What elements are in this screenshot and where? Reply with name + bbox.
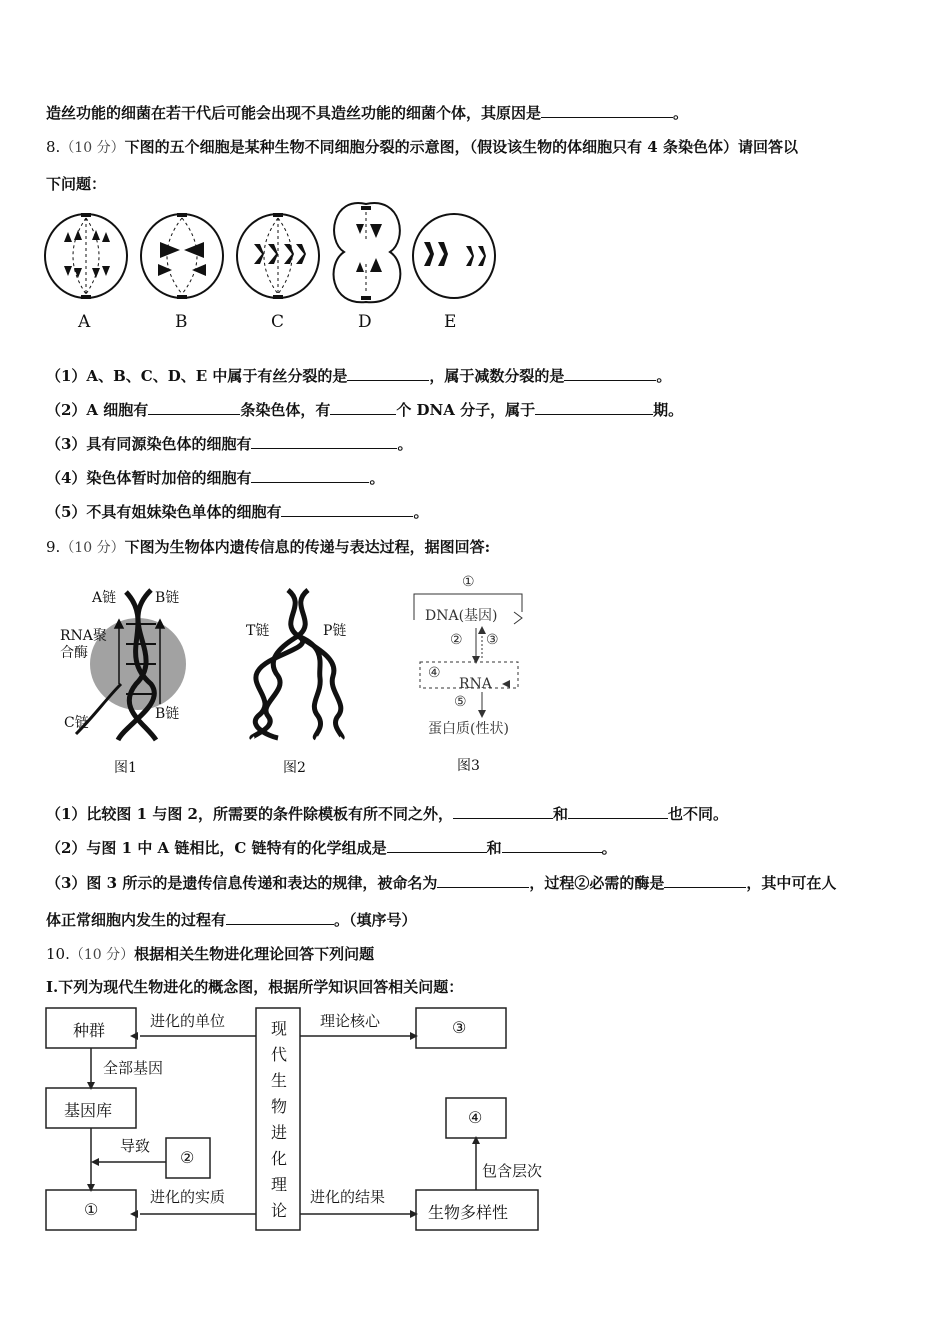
fig3-step4: ④ — [428, 665, 441, 681]
q8-sub4: （4）染色体暂时加倍的细胞有 。 — [46, 469, 385, 487]
cell-label-d: D — [358, 312, 372, 332]
cm-population: 种群 — [73, 1021, 106, 1040]
q8-stem-line2: 下问题： — [46, 175, 107, 193]
q8-stem-line1: 8.（10 分）下图的五个细胞是某种生物不同细胞分裂的示意图，（假设该生物的体细胞只有 4 条染色体）请回答以 — [46, 138, 798, 156]
q7-tail-text: 造丝功能的细菌在若干代后可能会出现不具造丝功能的细菌个体，其原因是 — [46, 104, 542, 122]
fig3-step3: ③ — [486, 632, 499, 648]
q9-sub2: （2）与图 1 中 A 链相比，C 链特有的化学组成是 和 。 — [46, 839, 617, 857]
q10-score: （10 分） — [69, 947, 135, 963]
q8-number: 8. — [46, 138, 61, 156]
q10-stem: 10.（10 分）根据相关生物进化理论回答下列问题 — [46, 945, 375, 963]
q8-sub3: （3）具有同源染色体的细胞有 。 — [46, 435, 413, 453]
cm-box4: ④ — [468, 1108, 483, 1127]
q9-sub3-line2: 体正常细胞内发生的过程有 。（填序号） — [46, 911, 417, 929]
q10-part1: I.下列为现代生物进化的概念图，根据所学知识回答相关问题： — [46, 978, 464, 996]
q10-number: 10. — [46, 945, 70, 963]
fig1-b-chain-bottom-label: B链 — [155, 706, 180, 722]
q9-stem: 9.（10 分）下图为生物体内遗传信息的传递与表达过程，据图回答: — [46, 538, 491, 556]
q9-sub3-line1: （3）图 3 所示的是遗传信息传递和表达的规律，被命名为 ，过程②必需的酶是 ，其中可在人 — [46, 874, 837, 892]
cm-levels-label: 包含层次 — [482, 1162, 543, 1180]
fig1-c-chain-label: C链 — [64, 715, 89, 731]
q8-sub2: （2）A 细胞有 条染色体，有 个 DNA 分子，属于 期。 — [46, 401, 684, 419]
cm-all-genes-label: 全部基因 — [103, 1059, 164, 1077]
cell-label-e: E — [444, 312, 457, 332]
fig1-a-chain-label: A链 — [92, 590, 117, 606]
cm-box2: ② — [180, 1148, 195, 1167]
q9-sub1: （1）比较图 1 与图 2，所需要的条件除模板有所不同之外， 和 也不同。 — [46, 805, 729, 823]
q8-score: （10 分） — [60, 140, 125, 156]
cm-center-theory: 现 代 生 物 进 化 理 论 — [270, 1019, 287, 1220]
cm-leads-to-label: 导致 — [120, 1137, 151, 1155]
cm-gene-pool: 基因库 — [64, 1101, 113, 1120]
fig3-step5: ⑤ — [454, 694, 467, 710]
q9-score: （10 分） — [60, 540, 125, 556]
cm-box3: ③ — [452, 1018, 467, 1037]
q9-number: 9. — [46, 538, 61, 556]
q8-sub5: （5）不具有姐妹染色单体的细胞有 。 — [46, 503, 429, 521]
fig3-step2: ② — [450, 632, 463, 648]
fig1-b-chain-top-label: B链 — [155, 590, 180, 606]
cm-essence-label: 进化的实质 — [150, 1188, 226, 1206]
cell-label-c: C — [271, 312, 285, 332]
cell-label-a: A — [78, 312, 91, 332]
cm-unit-label: 进化的单位 — [150, 1012, 226, 1030]
cm-box1: ① — [84, 1200, 99, 1219]
fig1-rna-polymerase-label: RNA聚 合酶 — [60, 628, 107, 661]
q7-tail-line: 造丝功能的细菌在若干代后可能会出现不具造丝功能的细菌个体，其原因是 。 — [46, 104, 689, 122]
fig3-protein-label: 蛋白质(性状) — [428, 721, 509, 737]
cell-label-b: B — [175, 312, 188, 332]
cm-result-label: 进化的结果 — [310, 1188, 386, 1206]
cm-core-label: 理论核心 — [320, 1012, 381, 1030]
q8-sub1: （1）A、B、C、D、E 中属于有丝分裂的是 ，属于减数分裂的是 。 — [46, 367, 672, 385]
fig2-t-chain-label: T链 — [246, 623, 270, 639]
fig2-caption: 图2 — [283, 760, 306, 776]
fig3-rna-label: RNA — [459, 676, 492, 692]
fig2-p-chain-label: P链 — [323, 623, 347, 639]
fig3-step1: ① — [462, 574, 475, 590]
fig3-dna-label: DNA(基因) — [425, 608, 498, 624]
fig3-caption: 图3 — [457, 758, 480, 774]
cm-biodiversity: 生物多样性 — [428, 1203, 509, 1222]
fig1-caption: 图1 — [114, 760, 137, 776]
